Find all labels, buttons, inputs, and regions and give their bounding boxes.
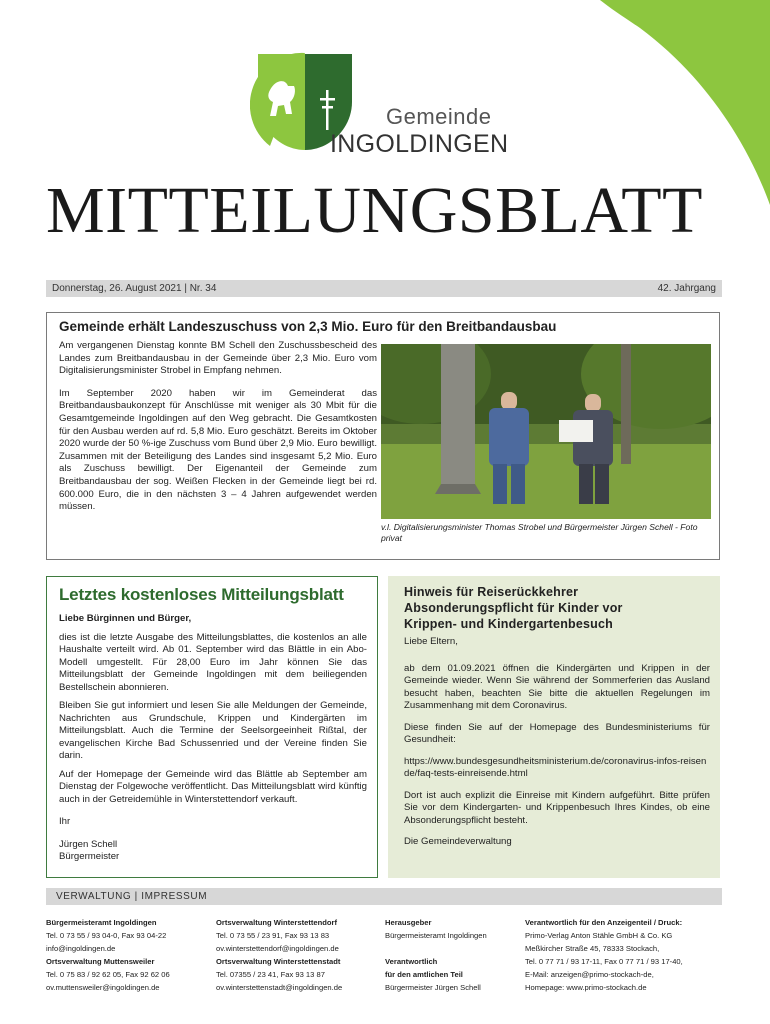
c3-heading-2: Verantwortlich (385, 957, 438, 966)
c3-heading-1: Herausgeber (385, 918, 432, 927)
closing: Ihr (59, 816, 71, 827)
brand-line-ingoldingen: INGOLDINGEN (330, 130, 509, 158)
article-last-free-body (59, 613, 367, 870)
c1-line-3: Tel. 0 75 83 / 92 62 05, Fax 92 62 06 (46, 970, 170, 979)
article-broadband-title: Gemeinde erhält Landeszuschuss von 2,3 Mio. Euro für den Breitbandausbau (59, 319, 557, 334)
article-travel-p3: Dort ist auch explizit die Einreise mit Kindern aufgeführt. Bitte prüfen Sie vor dem Kindergarten- und Krippenbesuch Ihres Kindes, ob eine Absonderungspflicht besteht. (404, 789, 710, 826)
c1-email-1[interactable]: info@ingoldingen.de (46, 944, 116, 953)
c2-line-1: Tel. 0 73 55 / 23 91, Fax 93 13 83 (216, 931, 330, 940)
photo-caption: v.l. Digitalisierungsminister Thomas Strobel und Bürgermeister Jürgen Schell - Foto privat (381, 522, 698, 543)
volume-label: 42. Jahrgang (657, 283, 716, 294)
article-last-free-title: Letztes kostenloses Mitteilungsblatt (59, 585, 344, 604)
c1-line-1: Tel. 0 73 55 / 93 04-0, Fax 93 04-22 (46, 931, 167, 940)
signature-title: Bürgermeister (59, 851, 120, 862)
brand-line-gemeinde: Gemeinde (386, 104, 492, 129)
c3-line-2: Bürgermeister Jürgen Schell (385, 983, 481, 992)
article-travel-returnees (388, 576, 720, 878)
c2-heading-2: Ortsverwaltung Winterstettenstadt (216, 957, 341, 966)
impressum-col-3 (385, 916, 525, 994)
signature-name: Jürgen Schell (59, 838, 118, 850)
impressum-col-2 (216, 916, 376, 994)
impressum-bar-label: VERWALTUNG | IMPRESSUM (56, 891, 208, 902)
salutation: Liebe Eltern, (404, 636, 458, 647)
article-photo (381, 344, 711, 519)
article-travel-body (404, 636, 710, 858)
ministry-link[interactable]: https://www.bundesgesundheitsministerium.de/coronavirus-infos-reisende/faq-tests-einreisende.html (404, 755, 707, 779)
article-broadband-p2: Im September 2020 haben wir im Gemeinderat das Breitbandausbaukonzept für Anschlüsse mit weniger als 30 Mbit für die Gesamtgemeinde Ingoldingen auf den Weg gebracht. Die Gesamtkosten für den Ausbau werden auf rd. 5,8 Mio. Euro geschätzt. Bereits im Oktober 2020 wurde der 50 %-ige Zuschuss vom Bund über 2,9 Mio. Euro bewilligt. Zusammen mit der Beteiligung des Landes sind insgesamt 5,2 Mio. Euro als Zuschuss bewilligt. Der Eigenanteil der Gemeinde zum Breitbandausbau der sog. Weißen Flecken in der Gemeinde liegt bei rd. 600.000 Euro, die in den nächsten 3 – 4 Jahren aufgewendet werden müssen. (59, 387, 377, 513)
c3-line-1: Bürgermeisteramt Ingoldingen (385, 931, 487, 940)
issue-date: Donnerstag, 26. August 2021 | Nr. 34 (52, 283, 217, 294)
c4-line-2: Meßkircher Straße 45, 78333 Stockach, (525, 944, 660, 953)
article-travel-p2: Diese finden Sie auf der Homepage des Bundesministeriums für Gesundheit: (404, 721, 710, 745)
article-last-free-p2: Bleiben Sie gut informiert und lesen Sie alle Meldungen der Gemeinde, Nachrichten aus Grundschule, Krippen und Kindergärten im Mitteilungsblatt. Auch die Termine der Seelsorgeeinheit Rißtal, der evangelischen Kirche Bad Schussenried und der Vereine finden Sie darin. (59, 700, 367, 761)
article-travel-signature: Die Gemeindeverwaltung (404, 836, 512, 847)
date-bar (46, 280, 722, 297)
article-broadband-p1: Am vergangenen Dienstag konnte BM Schell den Zuschussbescheid des Landes zum Breitbandausbau in der Gemeinde über 2,3 Mio. Euro vom Digitalisierungsminister Strobel in Empfang nehmen. (59, 340, 377, 377)
c4-line-3: Tel. 0 77 71 / 93 17-11, Fax 0 77 71 / 93 17-40, (525, 957, 683, 966)
c1-heading-1: Bürgermeisteramt Ingoldingen (46, 918, 157, 927)
c3-heading-3: für den amtlichen Teil (385, 970, 463, 979)
greeting: Liebe Bürginnen und Bürger, (59, 613, 192, 624)
article-last-free-p3: Auf der Homepage der Gemeinde wird das Blättle ab September am Dienstag der Folgewoche veröffentlicht. Das Mitteilungsblatt wird künftig auch in der Getreidemühle in Winterstettendorf verkauft. (59, 768, 367, 805)
c1-email-2[interactable]: ov.muttensweiler@ingoldingen.de (46, 983, 160, 992)
c4-line-5[interactable]: Homepage: www.primo-stockach.de (525, 983, 647, 992)
impressum-bar (46, 888, 722, 905)
c4-heading: Verantwortlich für den Anzeigenteil / Druck: (525, 918, 683, 927)
c2-line-3: Tel. 07355 / 23 41, Fax 93 13 87 (216, 970, 325, 979)
article-travel-title-1: Hinweis für Reiserückkehrer (404, 585, 579, 599)
impressum-col-4 (525, 916, 725, 994)
c1-heading-2: Ortsverwaltung Muttensweiler (46, 957, 155, 966)
article-travel-title-3: Krippen- und Kindergartenbesuch (404, 617, 613, 631)
article-last-free-issue (46, 576, 378, 878)
article-travel-title (404, 584, 623, 632)
article-last-free-p1: dies ist die letzte Ausgabe des Mitteilungsblattes, die kostenlos an alle Haushalte verteilt wird. Ab 01. September wird das Blättle in ein Abo-Modell umgestellt. Für 28,00 Euro im Jahr können Sie das Mitteilungsblatt der Gemeinde Ingoldingen mit dem beiliegenden Bestellschein abonnieren. (59, 631, 367, 693)
c2-heading-1: Ortsverwaltung Winterstettendorf (216, 918, 338, 927)
impressum-col-1 (46, 916, 206, 994)
c4-line-1: Primo-Verlag Anton Stähle GmbH & Co. KG (525, 931, 673, 940)
article-broadband-body (59, 340, 377, 524)
article-travel-p1: ab dem 01.09.2021 öffnen die Kindergärten und Krippen in der Gemeinde wieder. Wenn Sie während der Sommerferien das Ausland besucht haben, beachten Sie bitte die aktuellen Regelungen im Zusammenhang mit dem Coronavirus. (404, 662, 710, 711)
c4-line-4[interactable]: E-Mail: anzeigen@primo-stockach-de, (525, 970, 654, 979)
article-travel-title-2: Absonderungspflicht für Kinder vor (404, 601, 623, 615)
c2-email-2[interactable]: ov.winterstettenstadt@ingoldingen.de (216, 983, 343, 992)
masthead-title: MITTEILUNGSBLATT (46, 174, 703, 247)
c2-email-1[interactable]: ov.winterstettendorf@ingoldingen.de (216, 944, 339, 953)
